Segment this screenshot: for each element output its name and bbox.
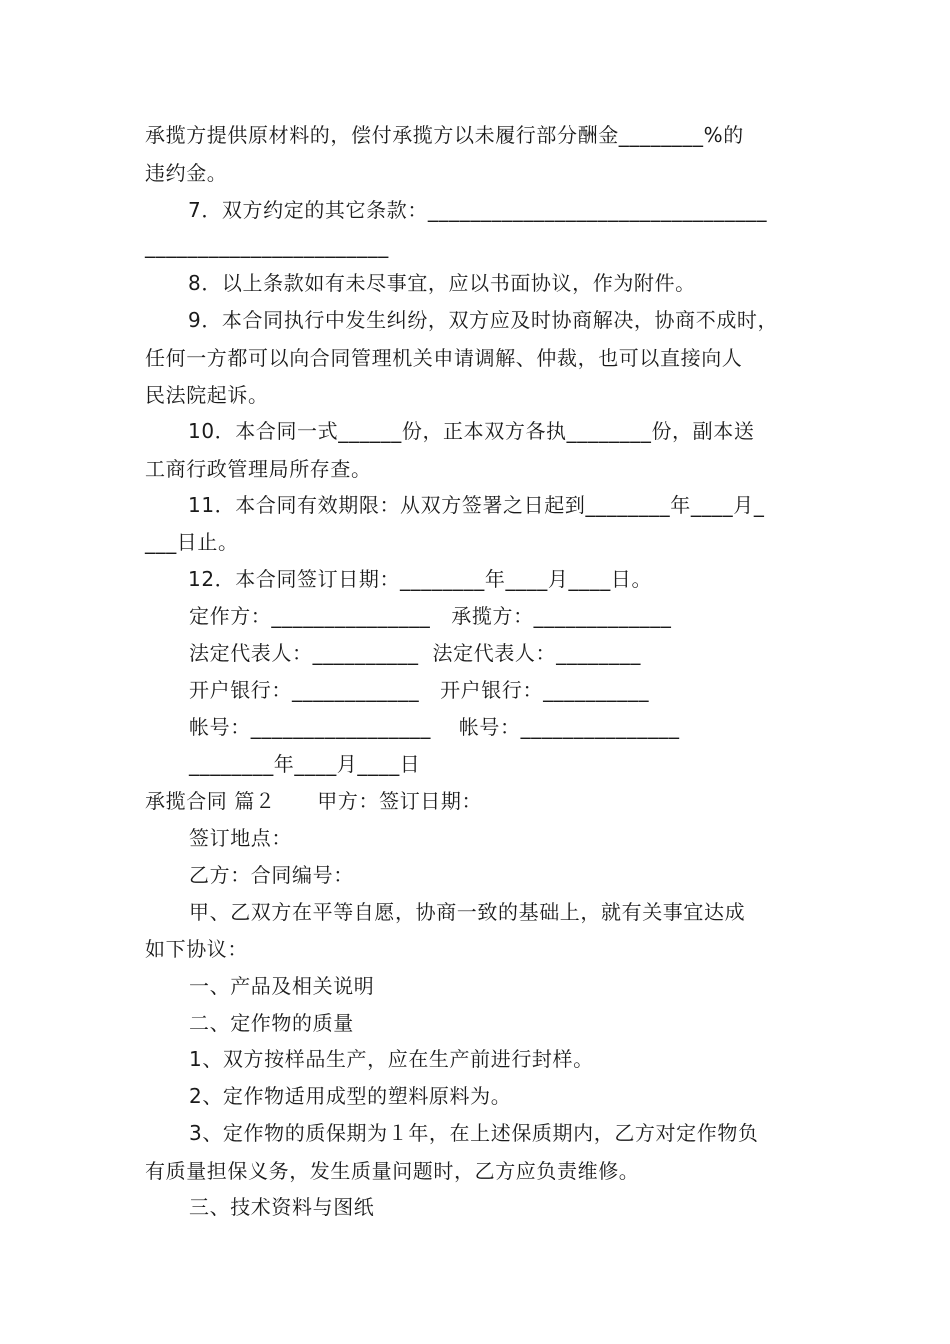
text-line: 10．本合同一式______份，正本双方各执________份，副本送: [188, 419, 755, 443]
text-line: 签订地点：: [189, 826, 292, 850]
text-line: 任何一方都可以向合同管理机关申请调解、仲裁，也可以直接向人: [145, 346, 743, 370]
text-line: 甲、乙双方在平等自愿，协商一致的基础上，就有关事宜达成: [189, 900, 746, 924]
signature-row-account: 帐号：_________________ 帐号：_______________: [189, 715, 680, 739]
text-line: 三、技术资料与图纸: [189, 1195, 375, 1219]
text-line: 一、产品及相关说明: [189, 974, 375, 998]
text-line: _______________________: [145, 234, 389, 258]
text-line: 9．本合同执行中发生纠纷，双方应及时协商解决，协商不成时，: [188, 308, 779, 332]
text-line: 11．本合同有效期限：从双方签署之日起到________年____月_: [188, 493, 765, 517]
text-line: 承揽方提供原材料的，偿付承揽方以未履行部分酬金________%的: [145, 123, 744, 147]
text-line: 违约金。: [145, 161, 228, 185]
section-heading: 承揽合同 篇２ 甲方：签订日期：: [145, 789, 483, 813]
signature-row-date: ________年____月____日: [189, 752, 421, 776]
text-line: ___日止。: [145, 530, 239, 554]
text-line: 8．以上条款如有未尽事宜，应以书面协议，作为附件。: [188, 271, 696, 295]
text-line: 12．本合同签订日期：________年____月____日。: [188, 567, 653, 591]
text-line: 乙方：合同编号：: [189, 863, 354, 887]
signature-row-representative: 法定代表人：__________ 法定代表人：________: [189, 641, 641, 665]
text-line: 1、双方按样品生产，应在生产前进行封样。: [189, 1047, 594, 1071]
text-line: 3、定作物的质保期为１年，在上述保质期内，乙方对定作物负: [189, 1121, 759, 1145]
text-line: 工商行政管理局所存查。: [145, 457, 372, 481]
signature-row-party: 定作方：_______________ 承揽方：_____________: [189, 604, 672, 628]
signature-row-bank: 开户银行：____________ 开户银行：__________: [189, 678, 650, 702]
text-line: 二、定作物的质量: [189, 1011, 354, 1035]
text-line: 如下协议：: [145, 937, 248, 961]
text-line: 有质量担保义务，发生质量问题时，乙方应负责维修。: [145, 1159, 640, 1183]
text-line: 2、定作物适用成型的塑料原料为。: [189, 1084, 512, 1108]
text-line: 民法院起诉。: [145, 383, 269, 407]
text-line: 7．双方约定的其它条款：________________________________: [188, 198, 768, 222]
